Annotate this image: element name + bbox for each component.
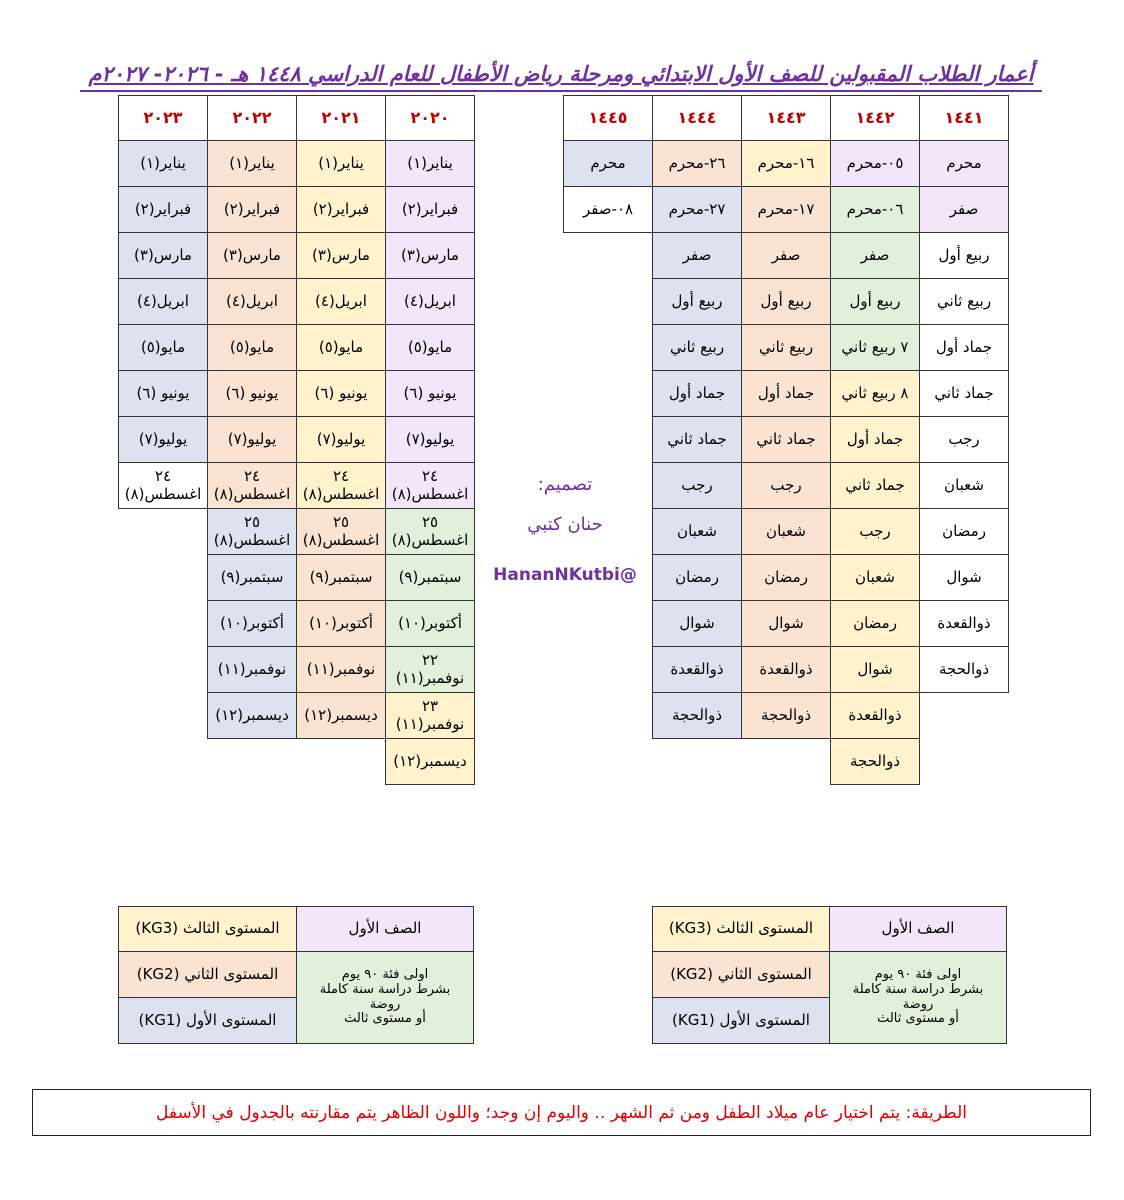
hijri-cell: ذوالقعدة	[741, 646, 831, 693]
gregorian-cell: أكتوبر(١٠)	[296, 600, 386, 647]
gregorian-cell: فبراير(٢)	[385, 186, 475, 233]
legend-kg3: المستوى الثالث (KG3)	[652, 906, 830, 952]
gregorian-cell: يوليو(٧)	[207, 416, 297, 463]
gregorian-cell: ديسمبر(١٢)	[207, 692, 297, 739]
designer-name: حنان كتبي	[527, 514, 603, 535]
legend-kg1: المستوى الأول (KG1)	[652, 997, 830, 1044]
gregorian-header: ٢٠٢٠	[385, 95, 475, 141]
hijri-cell: رمضان	[919, 508, 1009, 555]
hijri-cell: ذوالقعدة	[652, 646, 742, 693]
hijri-cell: جماد ثاني	[830, 462, 920, 509]
hijri-cell: رجب	[919, 416, 1009, 463]
hijri-cell: رجب	[830, 508, 920, 555]
hijri-cell: ذوالقعدة	[830, 692, 920, 739]
gregorian-cell: نوفمبر(١١)	[296, 646, 386, 693]
hijri-cell: رجب	[741, 462, 831, 509]
gregorian-cell: يوليو(٧)	[296, 416, 386, 463]
hijri-cell: ١٦-محرم	[741, 140, 831, 187]
gregorian-cell: يناير(١)	[118, 140, 208, 187]
legend-first-grade-note: اولى فئة ٩٠ يوم بشرط دراسة سنة كاملة روضة أو مستوى ثالث	[829, 951, 1007, 1044]
legend-first-grade-note: اولى فئة ٩٠ يوم بشرط دراسة سنة كاملة روضة أو مستوى ثالث	[296, 951, 474, 1044]
hijri-cell: ذوالحجة	[919, 646, 1009, 693]
hijri-cell: ذوالقعدة	[919, 600, 1009, 647]
gregorian-cell: ابريل(٤)	[207, 278, 297, 325]
hijri-cell: ١٧-محرم	[741, 186, 831, 233]
hijri-cell: ٠٨-صفر	[563, 186, 653, 233]
hijri-cell: جماد أول	[919, 324, 1009, 371]
hijri-cell: ذوالحجة	[830, 738, 920, 785]
hijri-cell: جماد ثاني	[919, 370, 1009, 417]
hijri-cell: ربيع ثاني	[741, 324, 831, 371]
hijri-cell: صفر	[741, 232, 831, 279]
hijri-cell: ذوالحجة	[741, 692, 831, 739]
hijri-cell: جماد أول	[830, 416, 920, 463]
hijri-cell: ٧ ربيع ثاني	[830, 324, 920, 371]
hijri-cell: شوال	[919, 554, 1009, 601]
hijri-header: ١٤٤٤	[652, 95, 742, 141]
hijri-cell: رجب	[652, 462, 742, 509]
legend-first-grade: الصف الأول	[829, 906, 1007, 952]
hijri-cell: جماد ثاني	[652, 416, 742, 463]
hijri-cell: صفر	[652, 232, 742, 279]
gregorian-cell: ابريل(٤)	[385, 278, 475, 325]
designer-handle: HananNKutbi@	[493, 565, 637, 585]
hijri-cell: شعبان	[830, 554, 920, 601]
legend-kg3: المستوى الثالث (KG3)	[118, 906, 297, 952]
gregorian-header: ٢٠٢٣	[118, 95, 208, 141]
gregorian-cell: سبتمبر(٩)	[207, 554, 297, 601]
hijri-cell: ٢٧-محرم	[652, 186, 742, 233]
gregorian-cell: مايو(٥)	[385, 324, 475, 371]
legend-first-grade: الصف الأول	[296, 906, 474, 952]
page-title: أعمار الطلاب المقبولين للصف الأول الابتدائي ومرحلة رياض الأطفال للعام الدراسي ١٤٤٨ هـ - ٢٠٢٦- ٢٠٢٧م	[88, 62, 1034, 86]
gregorian-cell: أكتوبر(١٠)	[207, 600, 297, 647]
hijri-cell: رمضان	[652, 554, 742, 601]
gregorian-cell: ديسمبر(١٢)	[385, 738, 475, 785]
gregorian-cell: يوليو(٧)	[118, 416, 208, 463]
gregorian-cell: فبراير(٢)	[118, 186, 208, 233]
gregorian-cell: يناير(١)	[296, 140, 386, 187]
hijri-header: ١٤٤٢	[830, 95, 920, 141]
gregorian-cell: مارس(٣)	[296, 232, 386, 279]
gregorian-cell: أكتوبر(١٠)	[385, 600, 475, 647]
gregorian-cell: ابريل(٤)	[296, 278, 386, 325]
gregorian-cell: يونيو (٦)	[385, 370, 475, 417]
gregorian-cell: فبراير(٢)	[207, 186, 297, 233]
hijri-cell: ٠٥-محرم	[830, 140, 920, 187]
gregorian-cell: ٢٤ اغسطس(٨)	[296, 462, 386, 509]
gregorian-cell: فبراير(٢)	[296, 186, 386, 233]
hijri-cell: صفر	[919, 186, 1009, 233]
gregorian-header: ٢٠٢١	[296, 95, 386, 141]
gregorian-cell: مارس(٣)	[385, 232, 475, 279]
title-underline	[80, 90, 1042, 92]
designer-label: تصميم:	[537, 474, 593, 495]
gregorian-cell: ٢٣ نوفمبر(١١)	[385, 692, 475, 739]
gregorian-cell: مايو(٥)	[118, 324, 208, 371]
hijri-cell: جماد ثاني	[741, 416, 831, 463]
legend-kg2: المستوى الثاني (KG2)	[652, 951, 830, 998]
gregorian-cell: مارس(٣)	[118, 232, 208, 279]
gregorian-cell: ٢٤ اغسطس(٨)	[118, 462, 208, 509]
hijri-cell: شوال	[830, 646, 920, 693]
hijri-cell: رمضان	[830, 600, 920, 647]
gregorian-cell: مارس(٣)	[207, 232, 297, 279]
gregorian-header: ٢٠٢٢	[207, 95, 297, 141]
hijri-cell: ٢٦-محرم	[652, 140, 742, 187]
hijri-cell: ربيع ثاني	[919, 278, 1009, 325]
gregorian-cell: ٢٤ اغسطس(٨)	[207, 462, 297, 509]
hijri-cell: جماد أول	[652, 370, 742, 417]
gregorian-cell: ٢٢ نوفمبر(١١)	[385, 646, 475, 693]
gregorian-cell: سبتمبر(٩)	[296, 554, 386, 601]
hijri-header: ١٤٤٥	[563, 95, 653, 141]
hijri-cell: شعبان	[741, 508, 831, 555]
legend-kg1: المستوى الأول (KG1)	[118, 997, 297, 1044]
hijri-cell: جماد أول	[741, 370, 831, 417]
gregorian-cell: مايو(٥)	[207, 324, 297, 371]
hijri-cell: صفر	[830, 232, 920, 279]
hijri-cell: شعبان	[652, 508, 742, 555]
hijri-cell: محرم	[563, 140, 653, 187]
hijri-cell: ربيع أول	[741, 278, 831, 325]
hijri-cell: رمضان	[741, 554, 831, 601]
hijri-cell: ربيع أول	[919, 232, 1009, 279]
gregorian-cell: ديسمبر(١٢)	[296, 692, 386, 739]
gregorian-cell: يناير(١)	[385, 140, 475, 187]
hijri-cell: شوال	[741, 600, 831, 647]
hijri-cell: ٠٦-محرم	[830, 186, 920, 233]
gregorian-cell: يونيو (٦)	[118, 370, 208, 417]
gregorian-cell: يناير(١)	[207, 140, 297, 187]
hijri-cell: شوال	[652, 600, 742, 647]
legend-kg2: المستوى الثاني (KG2)	[118, 951, 297, 998]
gregorian-cell: يونيو (٦)	[207, 370, 297, 417]
hijri-header: ١٤٤١	[919, 95, 1009, 141]
gregorian-cell: ٢٤ اغسطس(٨)	[385, 462, 475, 509]
hijri-cell: محرم	[919, 140, 1009, 187]
hijri-cell: ذوالحجة	[652, 692, 742, 739]
hijri-header: ١٤٤٣	[741, 95, 831, 141]
gregorian-cell: سبتمبر(٩)	[385, 554, 475, 601]
gregorian-cell: ٢٥ اغسطس(٨)	[385, 508, 475, 555]
gregorian-cell: نوفمبر(١١)	[207, 646, 297, 693]
hijri-cell: ربيع ثاني	[652, 324, 742, 371]
gregorian-cell: ٢٥ اغسطس(٨)	[207, 508, 297, 555]
gregorian-cell: يونيو (٦)	[296, 370, 386, 417]
gregorian-cell: يوليو(٧)	[385, 416, 475, 463]
hijri-cell: شعبان	[919, 462, 1009, 509]
hijri-cell: ربيع أول	[652, 278, 742, 325]
hijri-cell: ٨ ربيع ثاني	[830, 370, 920, 417]
method-note: الطريقة: يتم اختيار عام ميلاد الطفل ومن ثم الشهر .. واليوم إن وجد؛ واللون الظاهر يتم مقارنته بالجدول في الأسفل	[32, 1089, 1091, 1136]
gregorian-cell: ابريل(٤)	[118, 278, 208, 325]
gregorian-cell: مايو(٥)	[296, 324, 386, 371]
hijri-cell: ربيع أول	[830, 278, 920, 325]
gregorian-cell: ٢٥ اغسطس(٨)	[296, 508, 386, 555]
